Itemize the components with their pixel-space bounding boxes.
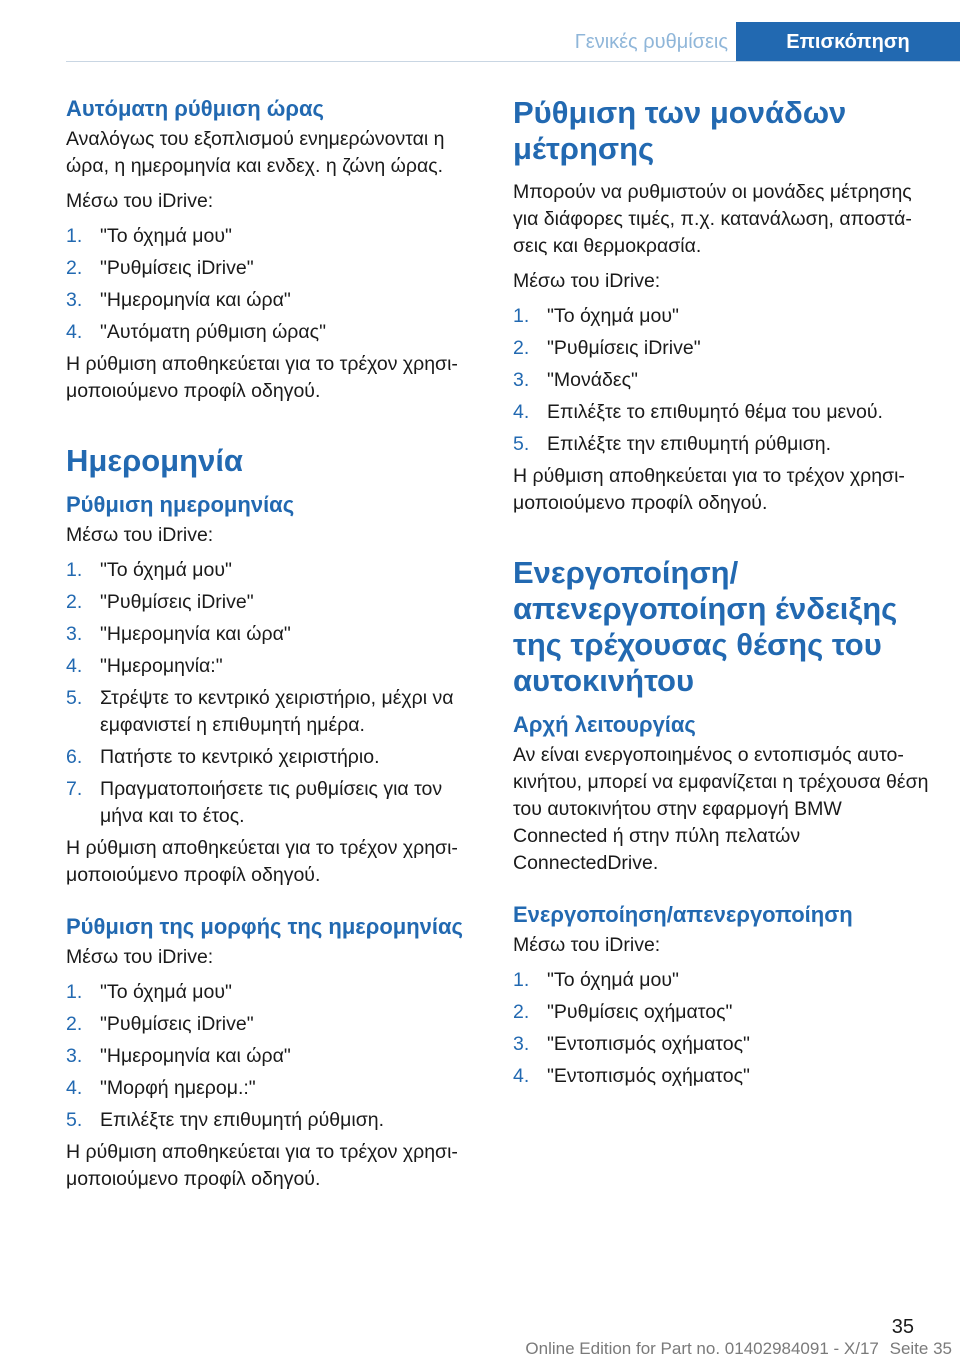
units-steps: [513, 303, 933, 458]
list-item: 4. "Ημερομηνία:": [66, 655, 223, 677]
list-item: 2. "Ρυθμίσεις iDrive": [66, 591, 254, 613]
list-item: 4. "Μορφή ημερομ.:": [66, 1077, 256, 1099]
header-chapter-tab: Επισκόπηση: [736, 22, 960, 62]
principle-heading: Αρχή λειτουργίας: [513, 712, 696, 737]
date-format-heading: Ρύθμιση της μορφής της ημερομηνίας: [66, 914, 463, 939]
list-item: 5. Επιλέξτε την επιθυμητή ρύθμιση.: [66, 1109, 384, 1131]
auto-time-intro: Αναλόγως του εξοπλισμού ενημερώνονται η ώρα, η ημερομηνία και ενδεχ. η ζώνη ώρας.: [66, 128, 445, 177]
left-column: [66, 95, 476, 1201]
list-item: 7. Πραγματοποιήσετε τις ρυθμίσεις για τον μήνα και το έτος.: [66, 778, 443, 827]
page-number: 35: [891, 1316, 914, 1338]
set-date-steps: [66, 557, 476, 830]
date-section-heading: Ημερομηνία: [66, 443, 243, 478]
list-item: 1. "Το όχημά μου": [66, 559, 232, 581]
date-format-note: Η ρύθμιση αποθηκεύεται για το τρέχον χρησιμοποιούμενο προφίλ οδηγού.: [66, 1141, 458, 1190]
list-item: 5. Στρέψτε το κεντρικό χειριστήριο, μέχρι να εμφανιστεί η επιθυμητή ημέρα.: [66, 687, 454, 736]
list-item: 6. Πατήστε το κεντρικό χειριστήριο.: [66, 746, 380, 768]
auto-time-steps: [66, 223, 476, 346]
toggle-heading: Ενεργοποίηση/απενεργοποίηση: [513, 902, 853, 927]
units-intro: Μπορούν να ρυθμιστούν οι μονάδες μέτρησης για διάφορες τιμές, π.χ. κατανάλωση, αποστάσεις και θερμοκρασία.: [513, 181, 912, 257]
list-item: 5. Επιλέξτε την επιθυμητή ρύθμιση.: [513, 433, 831, 455]
list-item: 3. "Ημερομηνία και ώρα": [66, 1045, 291, 1067]
list-item: 2. "Ρυθμίσεις οχήματος": [513, 1001, 733, 1023]
list-item: 1. "Το όχημά μου": [513, 969, 679, 991]
list-item: 1. "Το όχημά μου": [66, 981, 232, 1003]
date-format-steps: [66, 979, 476, 1134]
date-format-via: Μέσω του iDrive:: [66, 946, 214, 968]
auto-time-via: Μέσω του iDrive:: [66, 190, 214, 212]
principle-text: Αν είναι ενεργοποιημένος ο εντοπισμός αυτοκινήτου, μπορεί να εμφανίζεται η τρέχουσα θέση του αυτοκινήτου στην εφαρμογή BMW Connected ή στην πύλη πελατών ConnectedDrive.: [513, 744, 929, 874]
list-item: 3. "Μονάδες": [513, 369, 638, 391]
set-date-note: Η ρύθμιση αποθηκεύεται για το τρέχον χρησιμοποιούμενο προφίλ οδηγού.: [66, 837, 458, 886]
auto-time-heading: Αυτόματη ρύθμιση ώρας: [66, 96, 324, 121]
list-item: 3. "Ημερομηνία και ώρα": [66, 289, 291, 311]
list-item: 4. "Εντοπισμός οχήματος": [513, 1065, 750, 1087]
list-item: 3. "Ημερομηνία και ώρα": [66, 623, 291, 645]
list-item: 4. Επιλέξτε το επιθυμητό θέμα του μενού.: [513, 401, 883, 423]
list-item: 1. "Το όχημά μου": [513, 305, 679, 327]
header-rule: [66, 61, 960, 62]
page-header: [0, 0, 960, 62]
list-item: 2. "Ρυθμίσεις iDrive": [66, 257, 254, 279]
set-date-via: Μέσω του iDrive:: [66, 524, 214, 546]
auto-time-note: Η ρύθμιση αποθηκεύεται για το τρέχον χρησιμοποιούμενο προφίλ οδηγού.: [66, 353, 458, 402]
footer-site: Seite 35: [889, 1339, 952, 1358]
units-heading: Ρύθμιση των μονάδων μέτρησης: [513, 95, 847, 166]
list-item: 4. "Αυτόματη ρύθμιση ώρας": [66, 321, 326, 343]
units-note: Η ρύθμιση αποθηκεύεται για το τρέχον χρησιμοποιούμενο προφίλ οδηγού.: [513, 465, 905, 514]
list-item: 3. "Εντοπισμός οχήματος": [513, 1033, 750, 1055]
units-via: Μέσω του iDrive:: [513, 270, 661, 292]
list-item: 1. "Το όχημά μου": [66, 225, 232, 247]
list-item: 2. "Ρυθμίσεις iDrive": [513, 337, 701, 359]
list-item: 2. "Ρυθμίσεις iDrive": [66, 1013, 254, 1035]
footer-edition: Online Edition for Part no. 01402984091 - X/17: [525, 1339, 879, 1358]
right-column: [513, 95, 933, 1095]
page-footer: [0, 1336, 960, 1362]
set-date-heading: Ρύθμιση ημερομηνίας: [66, 492, 295, 517]
header-section-title: Γενικές ρυθμίσεις: [574, 31, 728, 53]
position-heading: Ενεργοποίηση/απενεργοποίηση ένδειξης της τρέχουσας θέσης του αυτοκινήτου: [513, 555, 898, 698]
toggle-via: Μέσω του iDrive:: [513, 934, 661, 956]
toggle-steps: [513, 967, 933, 1090]
